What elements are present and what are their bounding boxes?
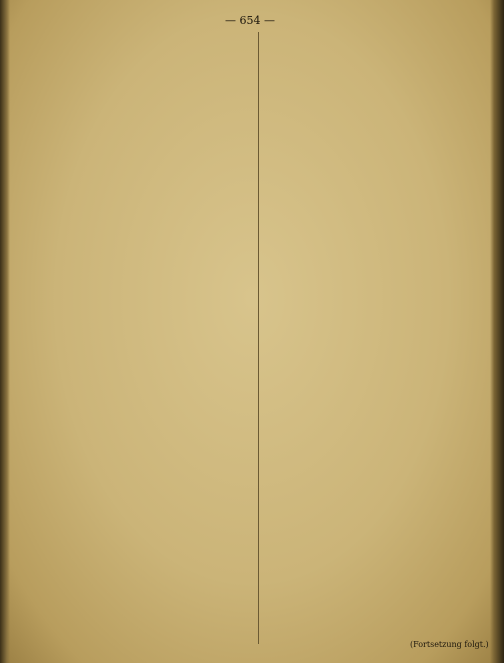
left-column [34,30,256,646]
continued-note: (Fortsetzung folgt.) [410,640,489,649]
page-number: — 654 — [225,14,275,27]
page-edge-right [490,0,504,663]
column-divider [258,32,259,644]
page-edge-left [0,0,10,663]
right-column [262,30,484,646]
